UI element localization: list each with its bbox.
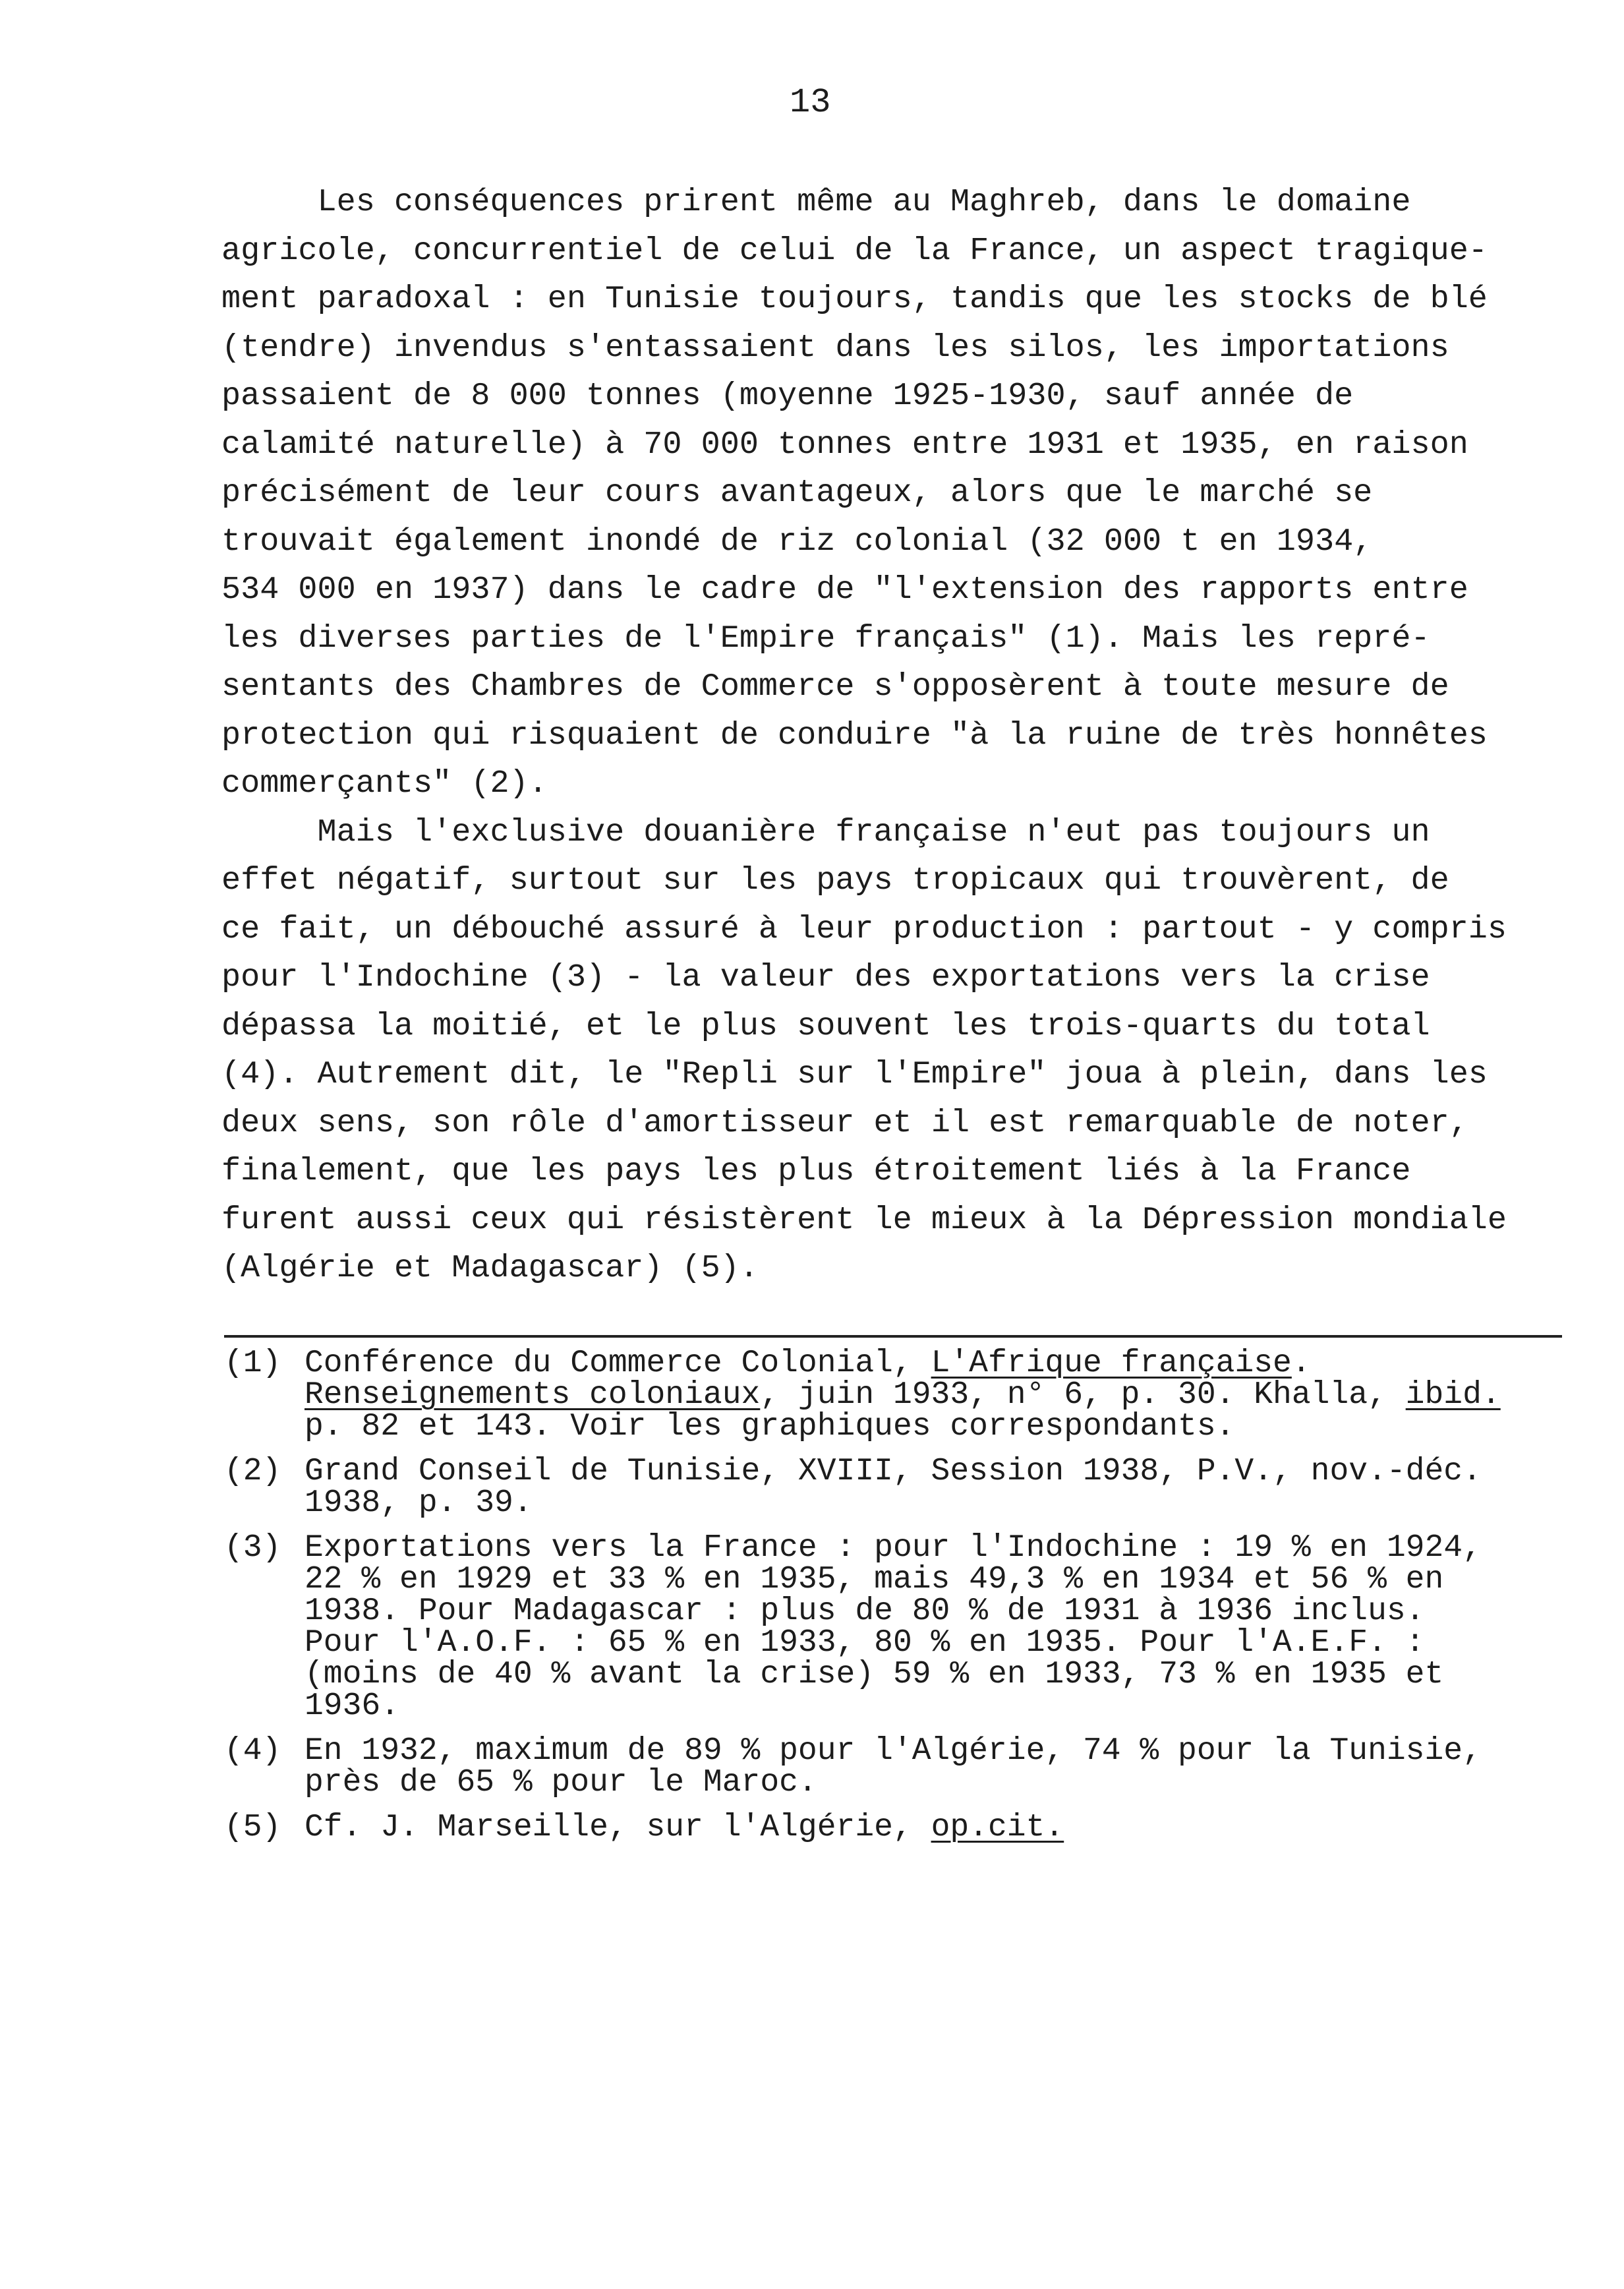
footnote-line: Grand Conseil de Tunisie, XVIII, Session 1938, P.V., nov.-déc. [304,1454,1482,1489]
text-line: Mais l'exclusive douanière française n'eut pas toujours un [221,814,1430,850]
text-line: (4). Autrement dit, le "Repli sur l'Empire" joua à plein, dans les [221,1056,1488,1092]
text-line: dépassa la moitié, et le plus souvent les trois-quarts du total [221,1007,1430,1044]
footnote-text: Conférence du Commerce Colonial, [304,1346,931,1381]
footnote-line: (moins de 40 % avant la crise) 59 % en 1933, 73 % en 1935 et [304,1657,1444,1692]
text-line: sentants des Chambres de Commerce s'opposèrent à toute mesure de [221,669,1449,705]
footnote-text: , juin 1933, n° 6, p. 30. Khalla, [760,1377,1406,1413]
footnote-2 [224,1453,1595,1521]
text-line: commerçants" (2). [221,765,548,802]
text-line: agricole, concurrentiel de celui de la France, un aspect tragique- [221,232,1488,269]
page-number: 13 [790,83,831,122]
footnote-line: En 1932, maximum de 89 % pour l'Algérie, 74 % pour la Tunisie, [304,1733,1482,1769]
footnote-divider [224,1335,1562,1338]
text-line: effet négatif, surtout sur les pays tropicaux qui trouvèrent, de [221,862,1449,899]
footnote-line: p. 82 et 143. Voir les graphiques correspondants. [304,1409,1235,1444]
underlined-reference: op.cit. [931,1810,1064,1845]
body-text [221,178,1592,1293]
footnotes [224,1345,1595,1854]
footnote-line: 22 % en 1929 et 33 % en 1935, mais 49,3 % en 1934 et 56 % en [304,1562,1444,1597]
footnote-line [304,1377,1595,1413]
footnote-5 [224,1809,1595,1845]
footnote-line: près de 65 % pour le Maroc. [304,1765,817,1800]
text-line: les diverses parties de l'Empire français" (1). Mais les repré- [221,620,1430,657]
text-line: 534 000 en 1937) dans le cadre de "l'extension des rapports entre [221,572,1468,608]
footnote-4 [224,1733,1595,1800]
footnote-line: Pour l'A.O.F. : 65 % en 1933, 80 % en 1935. Pour l'A.E.F. : [304,1625,1425,1661]
underlined-reference: ibid. [1405,1377,1501,1413]
footnote-marker: (3) [224,1530,281,1566]
footnote-line: 1938, p. 39. [304,1485,533,1521]
text-line: deux sens, son rôle d'amortisseur et il est remarquable de noter, [221,1104,1468,1141]
paragraph [221,808,1592,1293]
paragraph [221,178,1592,808]
footnote-1 [224,1345,1595,1444]
text-line: pour l'Indochine (3) - la valeur des exportations vers la crise [221,959,1430,996]
footnote-line: 1936. [304,1688,400,1724]
footnote-line: Exportations vers la France : pour l'Indochine : 19 % en 1924, [304,1530,1482,1566]
footnote-3 [224,1530,1595,1724]
text-line: précisément de leur cours avantageux, alors que le marché se [221,475,1373,511]
footnote-text: . [1291,1346,1311,1381]
footnote-line [304,1809,1595,1845]
text-line: (tendre) invendus s'entassaient dans les silos, les importations [221,329,1449,366]
text-line: Les conséquences prirent même au Maghreb, dans le domaine [221,184,1411,220]
text-line: protection qui risquaient de conduire "à la ruine de très honnêtes [221,717,1488,754]
text-line: furent aussi ceux qui résistèrent le mieux à la Dépression mondiale [221,1201,1507,1238]
text-line: (Algérie et Madagascar) (5). [221,1250,759,1286]
footnote-line [304,1345,1595,1381]
underlined-title: L'Afrique française [931,1346,1292,1381]
footnote-text: Cf. J. Marseille, sur l'Algérie, [304,1810,931,1845]
footnote-marker: (4) [224,1733,281,1769]
footnote-line: 1938. Pour Madagascar : plus de 80 % de 1931 à 1936 inclus. [304,1593,1425,1629]
underlined-title: Renseignements coloniaux [304,1377,761,1413]
footnote-marker: (1) [224,1346,281,1381]
footnote-marker: (2) [224,1454,281,1489]
text-line: ment paradoxal : en Tunisie toujours, tandis que les stocks de blé [221,281,1488,317]
footnote-marker: (5) [224,1810,281,1845]
text-line: passaient de 8 000 tonnes (moyenne 1925-1930, sauf année de [221,378,1354,414]
text-line: trouvait également inondé de riz colonial (32 000 t en 1934, [221,523,1373,560]
text-line: calamité naturelle) à 70 000 tonnes entre 1931 et 1935, en raison [221,426,1468,463]
text-line: ce fait, un débouché assuré à leur production : partout - y compris [221,910,1507,947]
text-line: finalement, que les pays les plus étroitement liés à la France [221,1153,1411,1189]
